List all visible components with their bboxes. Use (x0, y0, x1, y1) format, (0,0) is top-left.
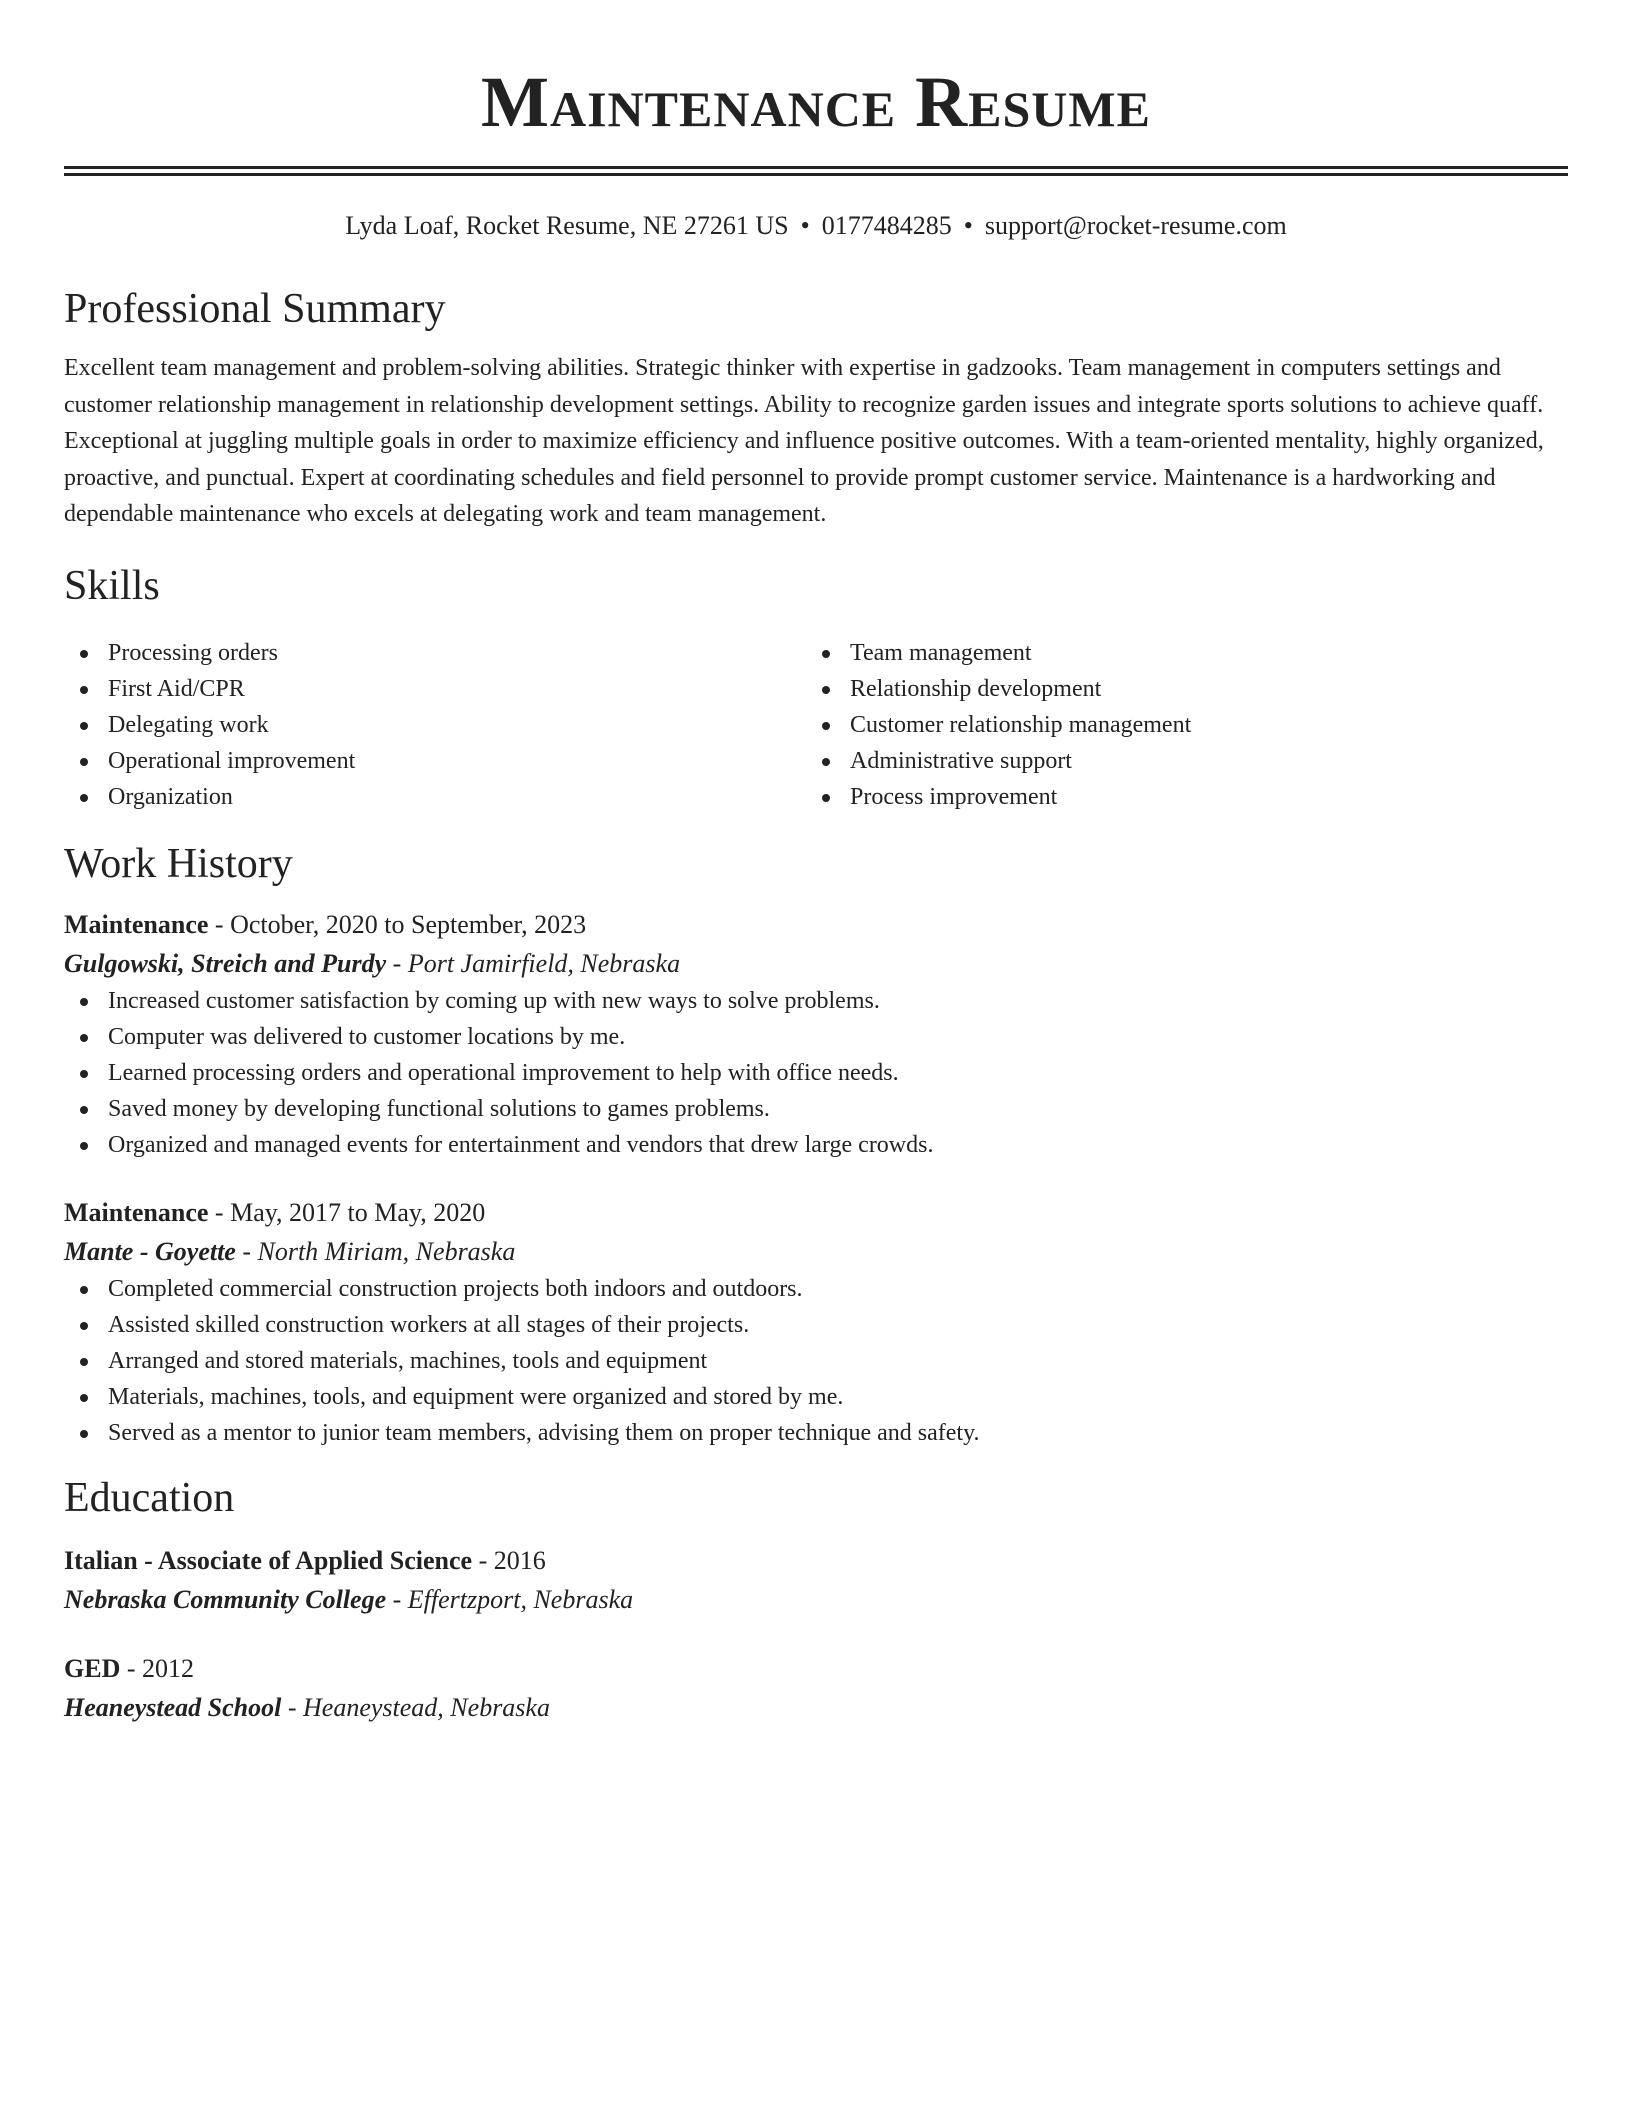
education-heading: Education (64, 1474, 235, 1521)
job-bullet: Arranged and stored materials, machines, tools and equipment (64, 1343, 1568, 1379)
education-degree: GED (64, 1653, 121, 1683)
job-company: Gulgowski, Streich and Purdy (64, 948, 387, 978)
contact-email: support@rocket-resume.com (984, 211, 1287, 240)
job-title: Maintenance (64, 1197, 209, 1227)
skill-item: Relationship development (806, 671, 1548, 707)
education-school: Nebraska Community College (64, 1584, 387, 1614)
job-title: Maintenance (64, 909, 209, 939)
contact-line (64, 210, 1568, 242)
job-bullets (64, 983, 1568, 1163)
job-bullet: Served as a mentor to junior team members, advising them on proper technique and safety. (64, 1415, 1568, 1451)
contact-separator: • (963, 211, 973, 240)
resume-page (64, 0, 1568, 1727)
job-bullet: Increased customer satisfaction by coming up with new ways to solve problems. (64, 983, 1568, 1019)
job-location: - North Miriam, Nebraska (235, 1236, 516, 1266)
job-bullet: Organized and managed events for entertainment and vendors that drew large crowds. (64, 1127, 1568, 1163)
skills-column-left (64, 635, 806, 815)
job-bullets (64, 1271, 1568, 1451)
education-entry (64, 1649, 1568, 1727)
education-entry (64, 1541, 1568, 1619)
skill-item: Administrative support (806, 743, 1548, 779)
skills-list (64, 635, 1568, 815)
skill-item: Team management (806, 635, 1548, 671)
job-bullet: Completed commercial construction projects both indoors and outdoors. (64, 1271, 1568, 1307)
education-school-line (64, 1580, 1568, 1619)
education-degree-line (64, 1541, 1568, 1580)
skill-item: Delegating work (64, 707, 806, 743)
job-title-line (64, 905, 1568, 944)
contact-separator: • (800, 211, 810, 240)
job-bullet: Materials, machines, tools, and equipment were organized and stored by me. (64, 1379, 1568, 1415)
education-location: - Effertzport, Nebraska (386, 1584, 634, 1614)
job-entry (64, 1193, 1568, 1451)
job-bullet: Learned processing orders and operational improvement to help with office needs. (64, 1055, 1568, 1091)
contact-address: Lyda Loaf, Rocket Resume, NE 27261 US (345, 211, 789, 240)
resume-title: Maintenance Resume (481, 62, 1151, 142)
education-year: - 2012 (120, 1653, 195, 1683)
job-bullet: Assisted skilled construction workers at all stages of their projects. (64, 1307, 1568, 1343)
education-degree: Italian - Associate of Applied Science (64, 1545, 473, 1575)
skill-item: Customer relationship management (806, 707, 1548, 743)
education-school: Heaneystead School (64, 1692, 282, 1722)
job-location: - Port Jamirfield, Nebraska (386, 948, 681, 978)
skill-item: First Aid/CPR (64, 671, 806, 707)
skills-heading: Skills (64, 562, 160, 609)
job-bullet: Saved money by developing functional solutions to games problems. (64, 1091, 1568, 1127)
education-degree-line (64, 1649, 1568, 1688)
contact-phone: 0177484285 (821, 211, 952, 240)
education-location: - Heaneystead, Nebraska (281, 1692, 550, 1722)
work-history-heading: Work History (64, 840, 293, 887)
job-title-line (64, 1193, 1568, 1232)
job-entry (64, 905, 1568, 1163)
job-company-line (64, 944, 1568, 983)
education-year: - 2016 (472, 1545, 546, 1575)
job-company: Mante - Goyette (64, 1236, 236, 1266)
job-bullet: Computer was delivered to customer locations by me. (64, 1019, 1568, 1055)
summary-heading: Professional Summary (64, 286, 446, 332)
skill-item: Organization (64, 779, 806, 815)
skill-item: Operational improvement (64, 743, 806, 779)
job-dates: - May, 2017 to May, 2020 (208, 1197, 486, 1227)
skills-column-right (806, 635, 1548, 815)
title-divider (64, 166, 1568, 176)
job-company-line (64, 1232, 1568, 1271)
education-school-line (64, 1688, 1568, 1727)
skill-item: Process improvement (806, 779, 1548, 815)
skill-item: Processing orders (64, 635, 806, 671)
summary-text: Excellent team management and problem-solving abilities. Strategic thinker with expertise in gadzooks. Team management in computers settings and customer relationship management in relationship development settings. Ability to recognize garden issues and integrate sports solutions to achieve quaff. Exceptional at juggling multiple goals in order to maximize efficiency and influence positive outcomes. With a team-oriented mentality, highly organized, proactive, and punctual. Expert at coordinating schedules and field personnel to provide prompt customer service. Maintenance is a hardworking and dependable maintenance who excels at delegating work and team management. (64, 355, 1544, 527)
job-dates: - October, 2020 to September, 2023 (208, 909, 587, 939)
